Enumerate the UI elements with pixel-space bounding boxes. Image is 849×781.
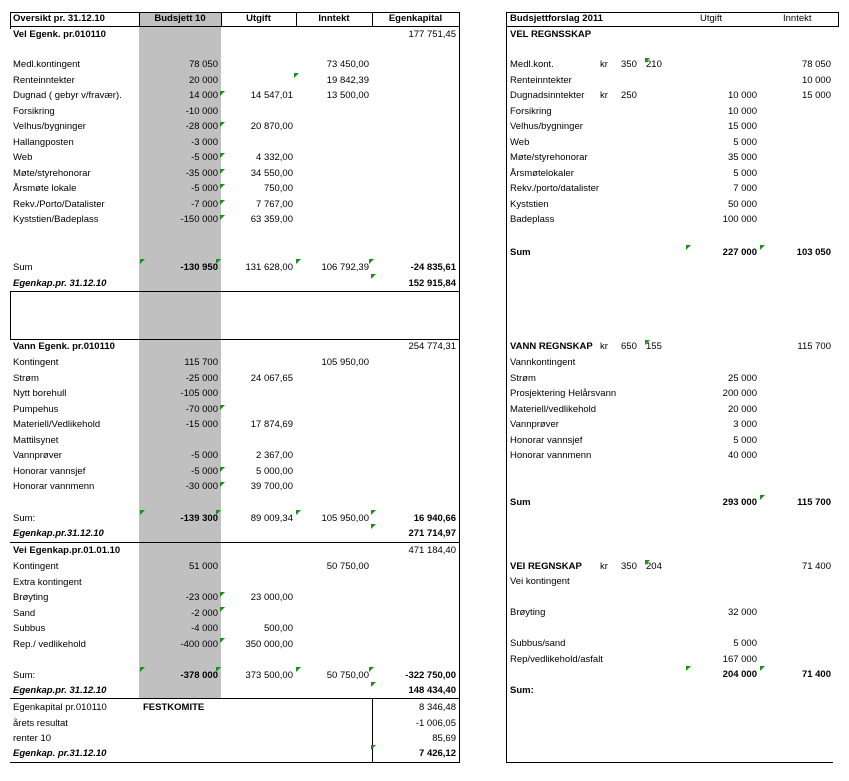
right-row-label: Rekv./porto/datalister — [510, 183, 600, 194]
currency-label: kr — [600, 341, 608, 352]
comment-marker-icon — [296, 667, 301, 672]
budget-value: -7 000 — [191, 198, 218, 210]
currency-label: kr — [600, 59, 608, 70]
right-row-label: Web — [510, 136, 530, 148]
section-title: Vel Egenk. pr.010110 — [13, 29, 106, 40]
budget-value: -150 000 — [180, 214, 218, 225]
right-row-label: Vannprøver — [510, 419, 559, 430]
row-label: Nytt borehull — [13, 388, 67, 399]
row-label: Brøyting — [13, 592, 49, 603]
grid-line — [10, 12, 11, 29]
sum-budget: -378 000 — [180, 670, 218, 681]
row-label: Medl.kontingent — [13, 59, 81, 70]
row-label: Velhus/bygninger — [13, 121, 86, 132]
comment-marker-icon — [760, 245, 765, 250]
budget-value: -105 000 — [180, 388, 218, 399]
row-label: Kontingent — [13, 357, 59, 368]
sum-budget: -139 300 — [180, 513, 218, 524]
right-row-label: Velhus/bygninger — [510, 121, 583, 132]
right-expense: 50 000 — [727, 198, 757, 210]
right-row-label: Møte/styrehonorar — [510, 152, 588, 163]
right-expense: 10 000 — [727, 90, 757, 101]
right-row-label: Honorar vannmenn — [510, 450, 592, 461]
grid-line — [10, 698, 459, 699]
row-label: Honorar vannsjef — [13, 465, 86, 477]
header-right-expense: Utgift — [700, 13, 723, 24]
comment-marker-icon — [216, 667, 221, 672]
row-label: Egenkapital pr.010110 — [13, 702, 107, 713]
budget-value: -28 000 — [185, 121, 218, 132]
comment-marker-icon — [220, 405, 225, 410]
grid-line — [10, 762, 459, 763]
expense-value: 14 547,01 — [250, 90, 293, 101]
row-label: Vannprøver — [13, 450, 62, 461]
comment-marker-icon — [220, 607, 225, 612]
right-expense: 5 000 — [733, 638, 757, 649]
grid-line — [838, 12, 839, 27]
comment-marker-icon — [686, 666, 691, 671]
grid-line — [10, 339, 459, 340]
budget-value: 115 700 — [184, 357, 218, 368]
right-row-label: Badeplass — [510, 214, 555, 225]
sum-equity: -24 835,61 — [410, 262, 456, 273]
equity-value: 254 774,31 — [408, 341, 456, 352]
expense-value: 4 332,00 — [256, 152, 293, 163]
header-income: Inntekt — [318, 13, 350, 24]
currency-label: kr — [600, 90, 608, 101]
unit-price: 650 — [621, 341, 637, 352]
expense-value: 350 000,00 — [245, 638, 293, 650]
sum-income: 105 950,00 — [321, 513, 369, 524]
comment-marker-icon — [645, 58, 650, 63]
comment-marker-icon — [216, 510, 221, 515]
right-row-label: Årsmøtelokaler — [510, 167, 574, 179]
comment-marker-icon — [371, 274, 376, 279]
right-expense: 7 000 — [733, 183, 757, 194]
currency-label: kr — [600, 561, 608, 572]
row-label: Kyststien/Badeplass — [13, 214, 99, 225]
right-row-label: Prosjektering Helårsvann — [510, 388, 617, 399]
right-row-label: Medl.kont. — [510, 59, 554, 70]
right-expense: 100 000 — [722, 214, 757, 225]
end-equity-value: 271 714,97 — [408, 528, 456, 539]
sum-equity: 16 940,66 — [413, 513, 456, 524]
row-label: Rekv./Porto/Datalister — [13, 198, 105, 210]
right-expense: 35 000 — [727, 152, 757, 163]
expense-value: 7 767,00 — [256, 198, 293, 210]
budget-value: -5 000 — [191, 450, 218, 461]
sum-income: 106 792,39 — [321, 262, 369, 273]
sum-label: Sum: — [13, 513, 36, 524]
expense-value: 500,00 — [263, 623, 293, 634]
right-expense: 15 000 — [727, 121, 757, 132]
right-sum-expense: 227 000 — [722, 247, 757, 258]
budget-value: -5 000 — [191, 465, 218, 477]
income-value: 105 950,00 — [321, 357, 369, 368]
row-label: Dugnad ( gebyr v/fravær). — [13, 90, 122, 101]
right-expense: 10 000 — [727, 105, 757, 117]
budget-value: -400 000 — [180, 638, 218, 650]
equity-value: 471 184,40 — [408, 545, 456, 556]
right-row-label: Renteinntekter — [510, 74, 572, 86]
right-income: 115 700 — [797, 341, 831, 352]
comment-marker-icon — [220, 592, 225, 597]
expense-value: 2 367,00 — [256, 450, 293, 461]
row-label: Subbus — [13, 623, 46, 634]
expense-value: 23 000,00 — [250, 592, 293, 603]
income-value: 73 450,00 — [326, 59, 369, 70]
row-label: Web — [13, 152, 33, 163]
expense-value: 24 067,65 — [250, 372, 293, 384]
budget-value: -4 000 — [191, 623, 218, 634]
comment-marker-icon — [220, 184, 225, 189]
row-label: Forsikring — [13, 105, 55, 117]
right-expense: 5 000 — [733, 434, 757, 446]
budget-value: -70 000 — [185, 403, 218, 415]
end-equity-value: 7 426,12 — [419, 748, 456, 759]
right-expense: 25 000 — [727, 372, 757, 384]
budget-value: -30 000 — [185, 481, 218, 492]
budget-value: 20 000 — [188, 74, 218, 86]
right-expense: 20 000 — [727, 403, 757, 415]
row-label: Årsmøte lokale — [13, 183, 77, 194]
row-label: Pumpehus — [13, 403, 59, 415]
comment-marker-icon — [645, 560, 650, 565]
right-section-title: VEI REGNSKAP — [510, 561, 582, 572]
right-row-label: Subbus/sand — [510, 638, 566, 649]
expense-value: 34 550,00 — [250, 167, 293, 179]
section-title: Vann Egenk. pr.010110 — [13, 341, 115, 352]
sum-expense: 89 009,34 — [250, 513, 293, 524]
sum-label: Sum: — [13, 670, 36, 681]
row-label: Rep./ vedlikehold — [13, 638, 86, 650]
unit-price: 350 — [621, 561, 637, 572]
right-expense: 5 000 — [733, 167, 757, 179]
right-row-label: Dugnadsinntekter — [510, 90, 585, 101]
row-label: Extra kontingent — [13, 576, 82, 588]
right-section-title: VANN REGNSKAP — [510, 341, 593, 352]
right-sum-label: Sum — [510, 497, 531, 508]
unit-count: 204 — [646, 561, 662, 572]
expense-value: 17 874,69 — [250, 419, 293, 430]
row-label: Mattilsynet — [13, 434, 59, 446]
row-label: Møte/styrehonorar — [13, 167, 91, 179]
comment-marker-icon — [686, 245, 691, 250]
sum-expense: 131 628,00 — [245, 262, 293, 273]
grid-line — [10, 26, 459, 27]
right-income: 78 050 — [801, 59, 831, 70]
budget-value: -5 000 — [191, 152, 218, 163]
end-equity-label: Egenkap.pr. 31.12.10 — [13, 278, 107, 289]
row-label: Sand — [13, 607, 36, 619]
budget-value: -23 000 — [185, 592, 218, 603]
comment-marker-icon — [645, 340, 650, 345]
sum-budget: -130 950 — [180, 262, 218, 273]
comment-marker-icon — [220, 638, 225, 643]
comment-marker-icon — [369, 667, 374, 672]
budget-value: 78 050 — [188, 59, 218, 70]
comment-marker-icon — [140, 510, 145, 515]
income-value: 50 750,00 — [326, 561, 369, 572]
row-label: Renteinntekter — [13, 74, 75, 86]
income-value: 13 500,00 — [326, 90, 369, 101]
comment-marker-icon — [140, 259, 145, 264]
budget-value: -15 000 — [185, 419, 218, 430]
header-equity: Egenkapital — [388, 13, 443, 24]
equity-value: 85,69 — [432, 733, 456, 744]
right-expense: 32 000 — [727, 607, 757, 618]
right-expense: 167 000 — [722, 654, 757, 665]
right-sum-income: 103 050 — [796, 247, 831, 258]
expense-value: 750,00 — [263, 183, 293, 194]
right-expense: 40 000 — [727, 450, 757, 461]
right-expense: 200 000 — [722, 388, 757, 399]
right-row-label: Vei kontingent — [510, 576, 570, 587]
sum-expense: 373 500,00 — [245, 670, 293, 681]
end-equity-value: 152 915,84 — [408, 278, 456, 289]
header-overview: Oversikt pr. 31.12.10 — [13, 13, 105, 24]
budget-value: -35 000 — [185, 167, 218, 179]
right-row-label: Honorar vannsjef — [510, 434, 583, 446]
row-label: renter 10 — [13, 733, 52, 744]
header-proposal: Budsjettforslag 2011 — [510, 13, 603, 24]
budget-value: -10 000 — [185, 105, 218, 117]
section-title: Vei Egenkap.pr.01.01.10 — [13, 545, 121, 556]
right-income: 10 000 — [801, 74, 831, 86]
comment-marker-icon — [371, 745, 376, 750]
end-equity-label: Egenkap. pr.31.12.10 — [13, 748, 107, 759]
grid-line — [10, 291, 459, 292]
right-expense: 3 000 — [733, 419, 757, 430]
right-income: 15 000 — [801, 90, 831, 101]
right-row-label: Rep/vedlikehold/asfalt — [510, 654, 603, 665]
comment-marker-icon — [760, 495, 765, 500]
row-label: Honorar vannmenn — [13, 481, 95, 492]
right-sum-expense: 293 000 — [722, 497, 757, 508]
sum-label: Sum — [13, 262, 33, 273]
expense-value: 63 359,00 — [250, 214, 293, 225]
comment-marker-icon — [371, 510, 376, 515]
right-sum-income: 71 400 — [801, 669, 831, 680]
end-equity-label: Egenkap.pr. 31.12.10 — [13, 685, 107, 696]
right-sum-label: Sum — [510, 247, 531, 258]
comment-marker-icon — [220, 153, 225, 158]
comment-marker-icon — [220, 122, 225, 127]
right-row-label: Materiell/vedlikehold — [510, 403, 597, 415]
budget-value: -2 000 — [191, 607, 218, 619]
unit-price: 350 — [621, 59, 637, 70]
comment-marker-icon — [220, 91, 225, 96]
row-label: Hallangposten — [13, 136, 74, 148]
comment-marker-icon — [220, 169, 225, 174]
right-row-label: Kyststien — [510, 198, 549, 210]
unit-price: 250 — [621, 90, 637, 101]
end-equity-label: Egenkap.pr.31.12.10 — [13, 528, 104, 539]
unit-count: 210 — [646, 59, 662, 70]
expense-value: 20 870,00 — [250, 121, 293, 132]
comment-marker-icon — [296, 259, 301, 264]
comment-marker-icon — [369, 259, 374, 264]
header-budget: Budsjett 10 — [154, 13, 206, 24]
sum-income: 50 750,00 — [326, 670, 369, 681]
comment-marker-icon — [371, 682, 376, 687]
sum-equity: -322 750,00 — [405, 670, 456, 681]
unit-count: 155 — [646, 341, 662, 352]
budget-value: -5 000 — [191, 183, 218, 194]
budget-value: 51 000 — [188, 561, 218, 572]
right-expense: 5 000 — [733, 136, 757, 148]
right-sum-label: Sum: — [510, 685, 534, 696]
budget-value: -25 000 — [185, 372, 218, 384]
section-title: FESTKOMITE — [143, 702, 205, 713]
equity-value: 177 751,45 — [408, 29, 456, 40]
budget-value: -3 000 — [191, 136, 218, 148]
right-row-label: Brøyting — [510, 607, 546, 618]
grid-line — [10, 542, 459, 543]
comment-marker-icon — [220, 467, 225, 472]
row-label: Strøm — [13, 372, 39, 384]
header-expense: Utgift — [246, 13, 271, 24]
right-section-title: VEL REGNSSKAP — [510, 29, 592, 40]
comment-marker-icon — [220, 215, 225, 220]
budget-value: 14 000 — [188, 90, 218, 101]
right-sum-income: 115 700 — [797, 497, 831, 508]
grid-line — [459, 12, 460, 763]
right-sum-expense: 204 000 — [722, 669, 757, 680]
comment-marker-icon — [371, 524, 376, 529]
comment-marker-icon — [294, 73, 299, 78]
grid-line — [506, 26, 839, 27]
right-row-label: Forsikring — [510, 105, 552, 117]
right-income: 71 400 — [801, 561, 831, 572]
row-label: årets resultat — [13, 717, 68, 729]
grid-line — [506, 762, 833, 763]
row-label: Materiell/Vedlikehold — [13, 419, 101, 430]
expense-value: 5 000,00 — [256, 465, 293, 477]
income-value: 19 842,39 — [326, 74, 369, 86]
right-row-label: Strøm — [510, 372, 536, 384]
comment-marker-icon — [216, 259, 221, 264]
comment-marker-icon — [760, 666, 765, 671]
comment-marker-icon — [220, 200, 225, 205]
comment-marker-icon — [140, 667, 145, 672]
grid-line — [10, 291, 11, 340]
equity-value: 8 346,48 — [419, 702, 456, 713]
right-row-label: Vannkontingent — [510, 357, 576, 368]
expense-value: 39 700,00 — [250, 481, 293, 492]
header-right-income: Inntekt — [783, 13, 812, 24]
end-equity-value: 148 434,40 — [408, 685, 456, 696]
comment-marker-icon — [296, 510, 301, 515]
row-label: Kontingent — [13, 561, 59, 572]
comment-marker-icon — [220, 482, 225, 487]
equity-value: -1 006,05 — [415, 717, 456, 729]
grid-line — [506, 12, 507, 763]
